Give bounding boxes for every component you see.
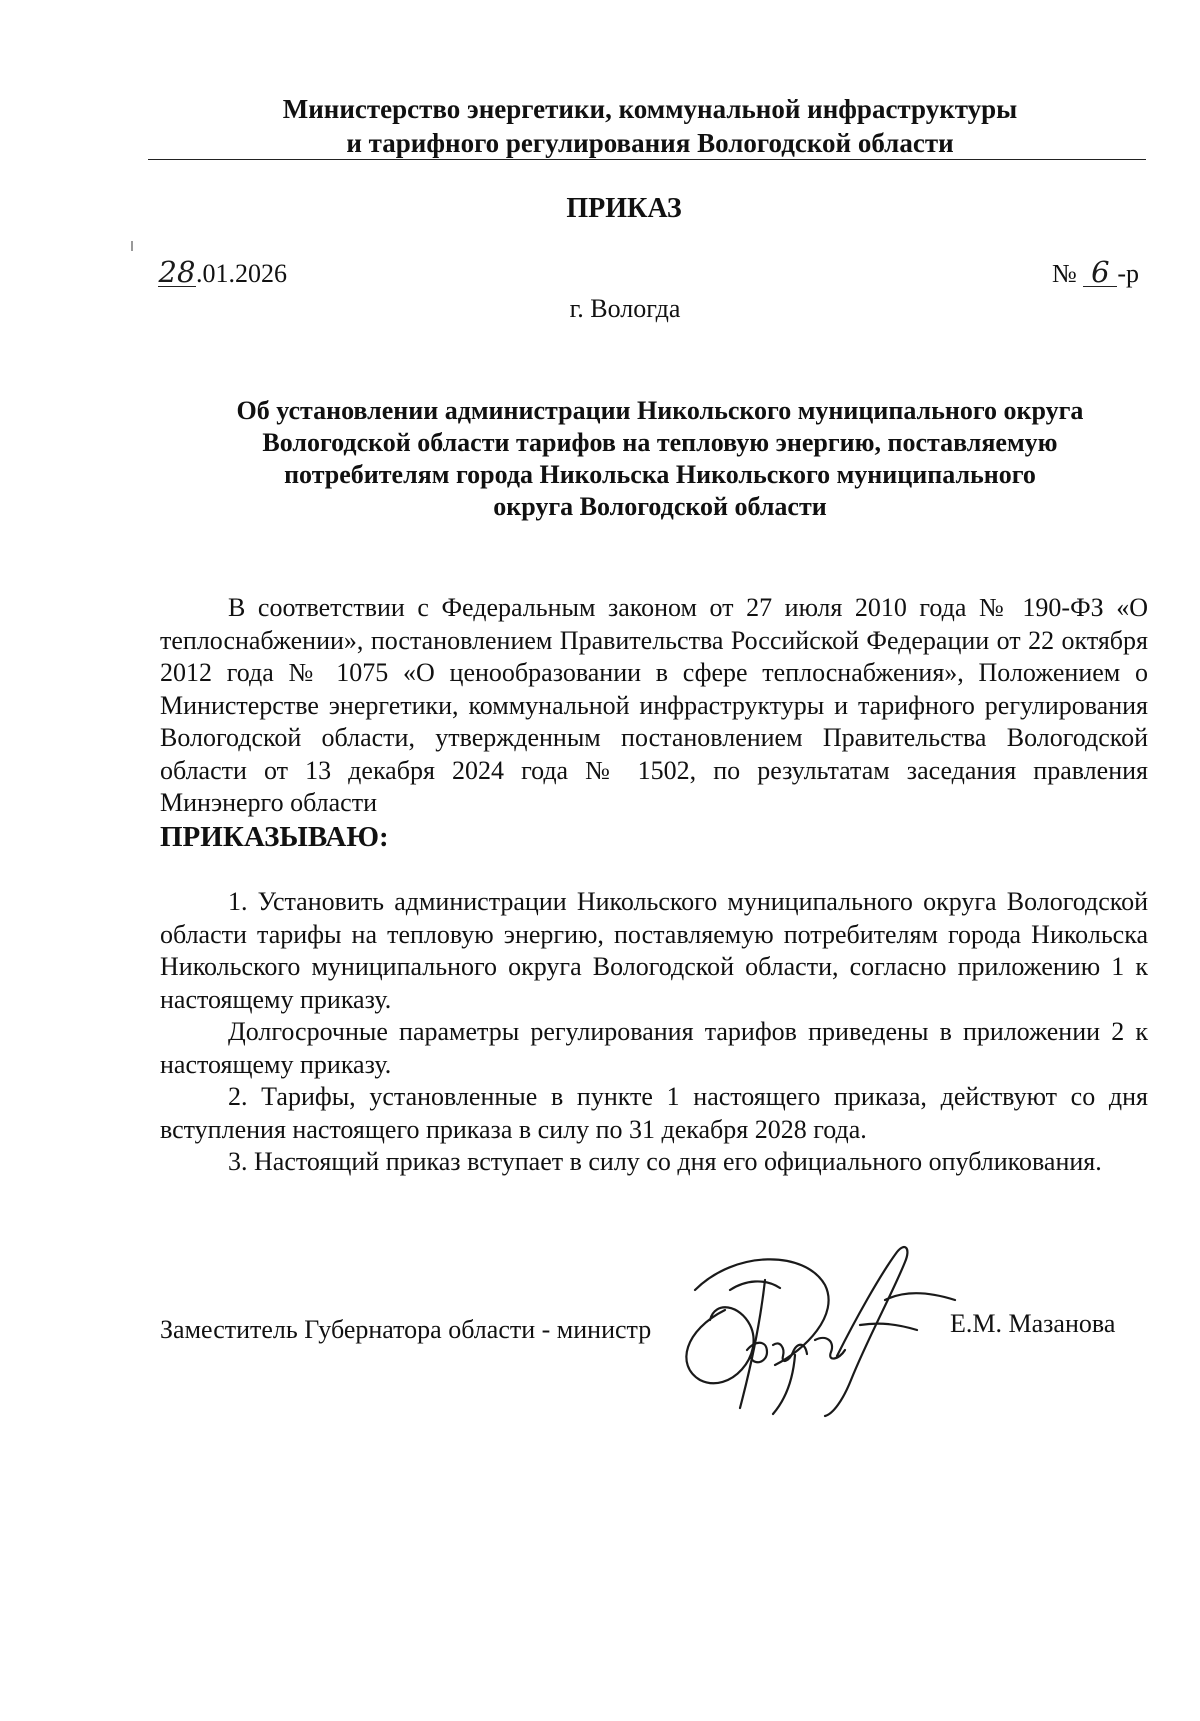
order-word: ПРИКАЗЫВАЮ: bbox=[160, 821, 389, 853]
document-type: ПРИКАЗ bbox=[566, 193, 682, 224]
subject-line: Вологодской области тарифов на тепловую энергию, поставляемую bbox=[262, 428, 1058, 457]
order-item-2: 2. Тарифы, установленные в пункте 1 настоящего приказа, действуют со дня вступления настоящего приказа в силу по 31 декабря 2028 года. bbox=[160, 1082, 1148, 1144]
number-handwritten: 6 bbox=[1083, 258, 1117, 287]
document-date bbox=[158, 255, 287, 290]
ministry-name-line-1: Министерство энергетики, коммунальной инфраструктуры bbox=[282, 94, 1018, 124]
subject-line: округа Вологодской области bbox=[493, 492, 827, 521]
signer-name: Е.М. Мазанова bbox=[950, 1309, 1116, 1338]
margin-mark bbox=[131, 241, 133, 251]
document-number bbox=[1052, 255, 1139, 290]
preamble-paragraph: В соответствии с Федеральным законом от 27 июля 2010 года № 190-ФЗ «О теплоснабжении», постановлением Правительства Российской Федерации от 22 октября 2012 года № 1075 «О ценообразовании в сфере теплоснабжения», Положением о Министерстве энергетики, коммунальной инфраструктуры и тарифного регулирования Вологодской области, утвержденным постановлением Правительства Вологодской области от 13 декабря 2024 года № 1502, по результатам заседания правления Минэнерго области bbox=[160, 593, 1148, 817]
number-suffix: -р bbox=[1117, 259, 1139, 288]
subject-line: потребителям города Никольска Никольского муниципального bbox=[284, 460, 1036, 489]
order-item-3: 3. Настоящий приказ вступает в силу со дня его официального опубликования. bbox=[228, 1147, 1102, 1176]
signer-title: Заместитель Губернатора области - министр bbox=[160, 1315, 652, 1344]
date-day-handwritten: 28 bbox=[158, 255, 196, 289]
order-item-1: 1. Установить администрации Никольского муниципального округа Вологодской области тарифы на тепловую энергию, поставляемую потребителям города Никольска Никольского муниципального округа Вологодской области, согласно приложению 1 к настоящему приказу. bbox=[160, 887, 1148, 1014]
handwritten-signature bbox=[655, 1230, 975, 1420]
header-divider bbox=[148, 159, 1146, 160]
ministry-name-line-2: и тарифного регулирования Вологодской области bbox=[346, 128, 954, 158]
date-month-year: .01.2026 bbox=[196, 259, 287, 288]
number-prefix: № bbox=[1052, 259, 1077, 288]
subject-line: Об установлении администрации Никольского муниципального округа bbox=[236, 396, 1084, 425]
document-subject bbox=[160, 395, 1160, 523]
order-item-1-continued: Долгосрочные параметры регулирования тарифов приведены в приложении 2 к настоящему приказу. bbox=[160, 1017, 1148, 1079]
document-city: г. Вологда bbox=[569, 294, 681, 323]
